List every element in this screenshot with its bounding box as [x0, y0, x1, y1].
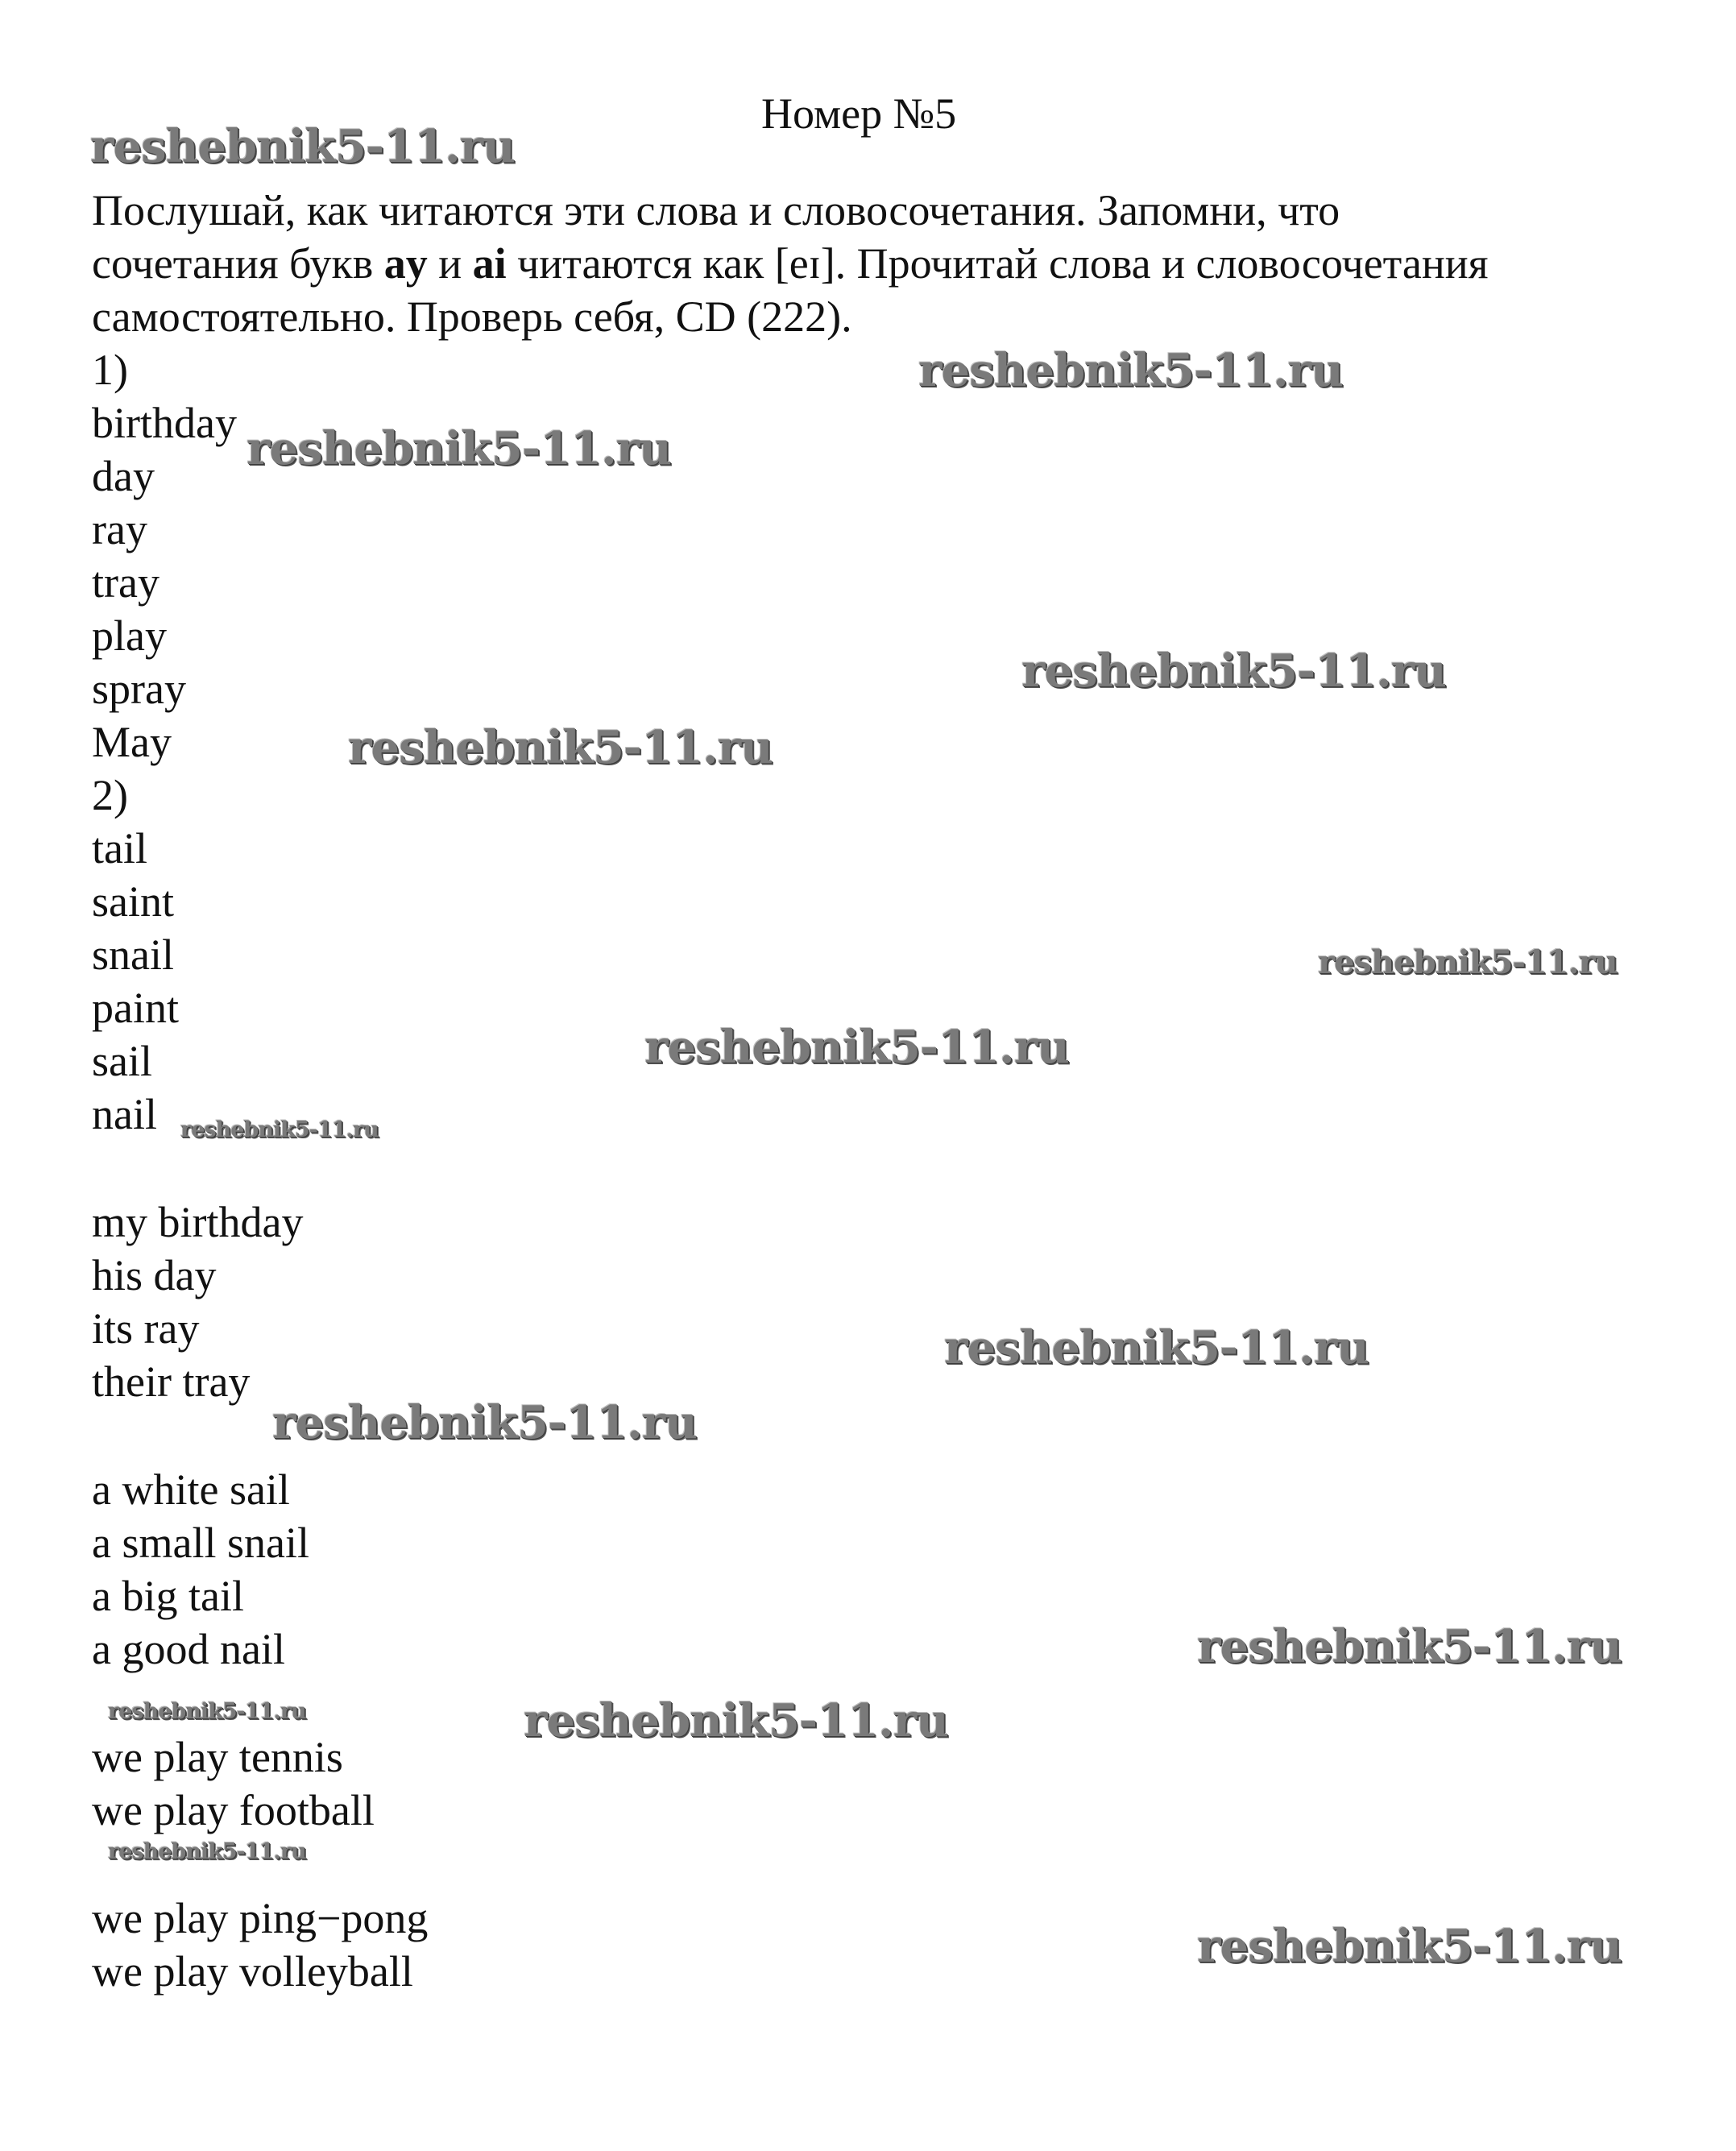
phrase-item: we play tennis [92, 1733, 343, 1781]
watermark: reshebnik5-11.ru [90, 120, 515, 173]
instructions-text: сочетания букв [92, 239, 384, 288]
word-item: day [92, 452, 155, 500]
word-item: paint [92, 984, 179, 1032]
watermark: reshebnik5-11.ru [272, 1396, 697, 1449]
watermark: reshebnik5-11.ru [944, 1321, 1369, 1374]
instructions-line-2 [92, 237, 1695, 290]
word-item: birthday [92, 399, 237, 447]
watermark: reshebnik5-11.ru [1197, 1920, 1622, 1973]
watermark: reshebnik5-11.ru [524, 1694, 948, 1747]
letters-ay: ay [383, 239, 428, 288]
word-item: play [92, 611, 167, 660]
word-item: tray [92, 558, 160, 607]
phrase-item: his day [92, 1251, 217, 1299]
instructions-line-3: самостоятельно. Проверь себя, CD (222). [92, 292, 852, 341]
watermark: reshebnik5-11.ru [1021, 644, 1446, 698]
instructions [92, 184, 1695, 343]
word-item: snail [92, 930, 174, 979]
watermark: reshebnik5-11.ru [1197, 1620, 1622, 1673]
instructions-line-1: Послушай, как читаются эти слова и словосочетания. Запомни, что [92, 186, 1340, 234]
instructions-text: и [427, 239, 473, 288]
watermark: reshebnik5-11.ru [108, 1839, 306, 1864]
instructions-text: читаются как [eɪ]. Прочитай слова и словосочетания [506, 239, 1489, 288]
word-item: spray [92, 665, 186, 713]
word-item: ray [92, 505, 147, 553]
phrase-item: a big tail [92, 1572, 244, 1620]
phrase-item: we play ping−pong [92, 1894, 429, 1942]
section-2-label: 2) [92, 771, 128, 819]
watermark: reshebnik5-11.ru [247, 422, 671, 475]
phrase-item: a good nail [92, 1625, 285, 1673]
phrase-item: their tray [92, 1357, 251, 1406]
word-item: nail [92, 1090, 157, 1138]
word-item: saint [92, 877, 174, 926]
watermark: reshebnik5-11.ru [180, 1117, 379, 1142]
word-item: tail [92, 824, 147, 872]
watermark: reshebnik5-11.ru [108, 1699, 306, 1724]
phrase-item: we play volleyball [92, 1947, 413, 1996]
watermark: reshebnik5-11.ru [918, 344, 1343, 397]
word-item: May [92, 718, 172, 766]
phrase-item: my birthday [92, 1198, 304, 1246]
letters-ai: ai [472, 239, 507, 288]
watermark: reshebnik5-11.ru [644, 1021, 1069, 1074]
word-item: sail [92, 1037, 152, 1085]
exercise-title: Номер №5 [761, 89, 957, 138]
phrase-item: a white sail [92, 1465, 290, 1514]
watermark: reshebnik5-11.ru [1318, 943, 1618, 981]
watermark: reshebnik5-11.ru [348, 721, 773, 774]
phrase-item: we play football [92, 1786, 375, 1834]
phrase-item: a small snail [92, 1519, 309, 1567]
section-1-label: 1) [92, 346, 128, 394]
phrase-item: its ray [92, 1304, 200, 1353]
